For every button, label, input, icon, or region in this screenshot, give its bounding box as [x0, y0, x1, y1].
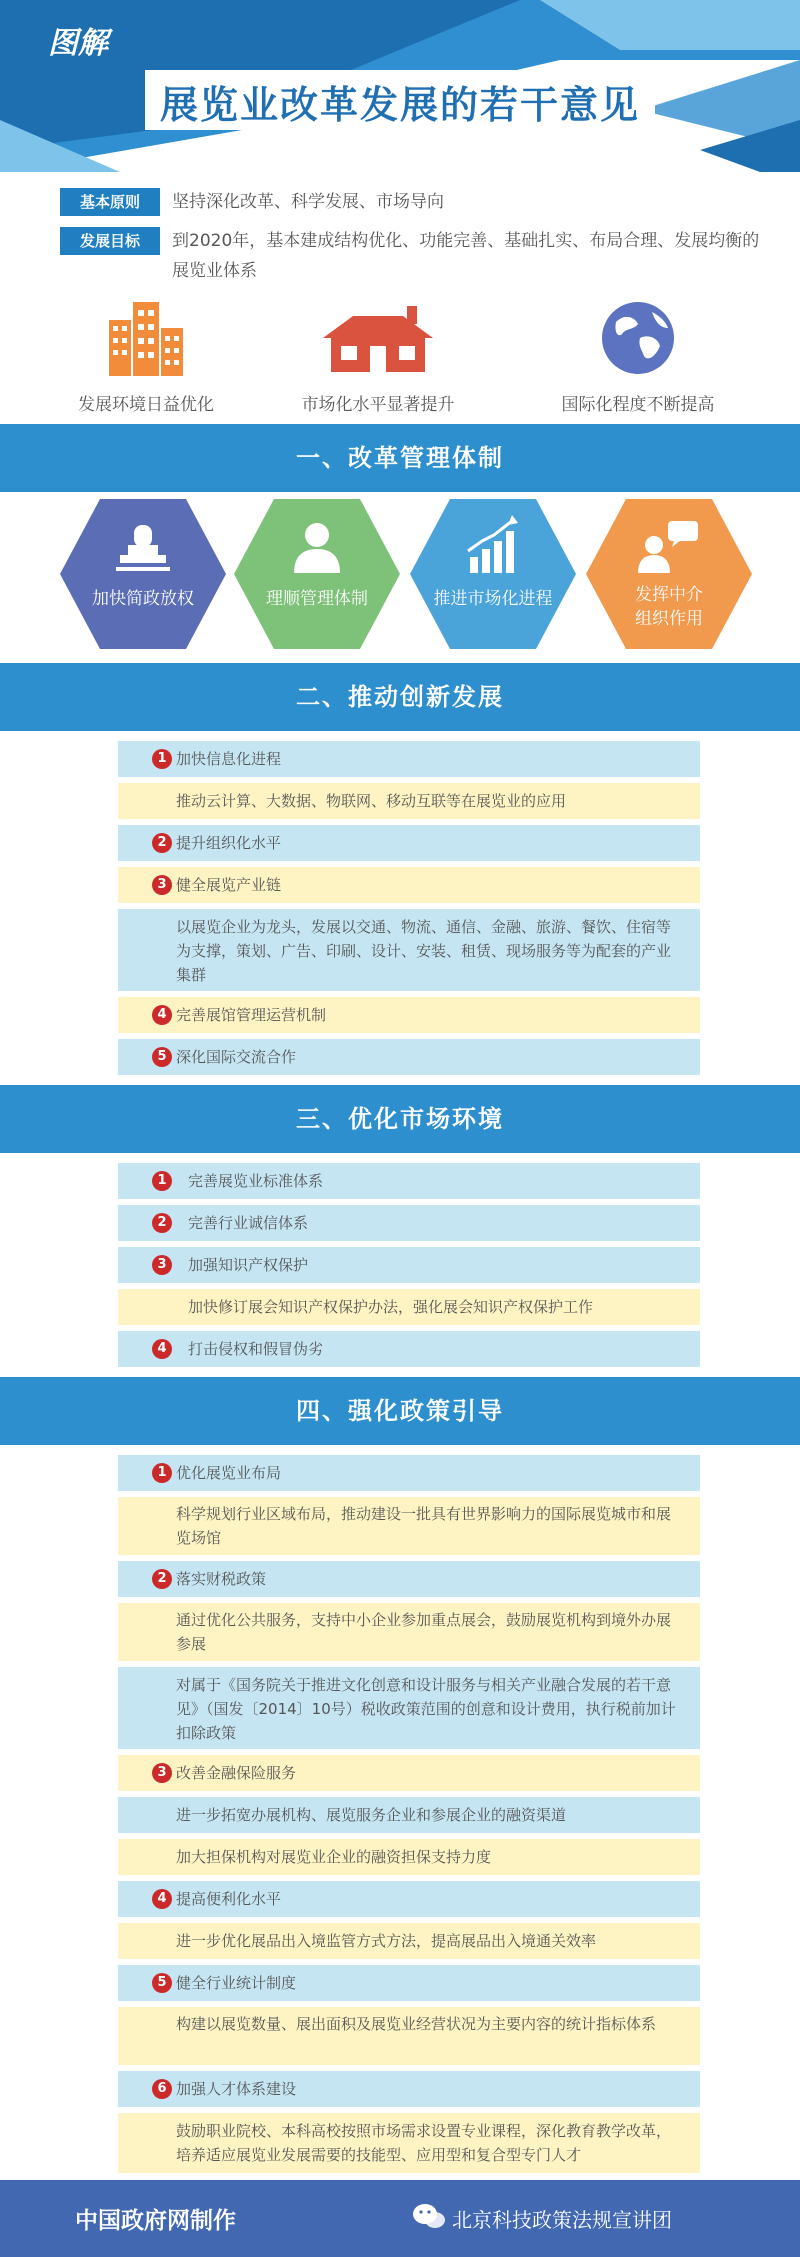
- item-text: 深化国际交流合作: [176, 1048, 297, 1066]
- stamp-icon: [58, 497, 228, 651]
- hex-intermediary: [584, 497, 754, 651]
- list-item: [118, 1965, 700, 2001]
- hex-label-line: 组织作用: [635, 609, 703, 629]
- buildings-icon: [101, 298, 191, 378]
- item-text: 鼓励职业院校、本科高校按照市场需求设置专业课程，深化教育教学改革，培养适应展览业发展需要的技能型、应用型和复合型专门人才: [176, 2122, 672, 2164]
- item-number: 2: [152, 833, 172, 853]
- item-text: 加快修订展会知识产权保护办法，强化展会知识产权保护工作: [188, 1298, 594, 1316]
- item-number: 3: [152, 1763, 172, 1783]
- item-number: 3: [152, 875, 172, 895]
- item-text: 落实财税政策: [176, 1570, 267, 1588]
- item-number: 1: [152, 749, 172, 769]
- hex-label: 加快简政放权: [92, 589, 194, 609]
- hex-label-line: 发挥中介: [635, 585, 703, 605]
- list-item: [118, 2113, 700, 2173]
- item-number: 5: [152, 1047, 172, 1067]
- item-number: 2: [152, 1569, 172, 1589]
- item-number: 2: [152, 1213, 172, 1233]
- item-text: 加强知识产权保护: [188, 1256, 309, 1274]
- item-number: 6: [152, 2079, 172, 2099]
- item-text: 推动云计算、大数据、物联网、移动互联等在展览业的应用: [176, 792, 567, 810]
- list-item: [118, 741, 700, 777]
- hex-marketization: [408, 497, 578, 651]
- hex-label: 理顺管理体制: [266, 589, 368, 609]
- list-item: [118, 783, 700, 819]
- list-item: [118, 2071, 700, 2107]
- hex-label: [584, 583, 754, 631]
- highlight-market: [268, 298, 488, 415]
- item-number: 4: [152, 1005, 172, 1025]
- footer-credit: 中国政府网制作: [75, 2208, 236, 2234]
- list-item: [118, 1667, 700, 1749]
- item-text: 通过优化公共服务，支持中小企业参加重点展会，鼓励展览机构到境外办展参展: [176, 1611, 672, 1653]
- item-text: 以展览企业为龙头，发展以交通、物流、通信、金融、旅游、餐饮、住宿等为支撑，策划、广告、印刷、设计、安装、租赁、现场服务等为配套的产业集群: [176, 918, 672, 984]
- hex-decentralize: [58, 497, 228, 651]
- item-text: 科学规划行业区域布局，推动建设一批具有世界影响力的国际展览城市和展览场馆: [176, 1505, 672, 1547]
- list-item: [118, 867, 700, 903]
- list-item: [118, 1561, 700, 1597]
- item-text: 构建以展览数量、展出面积及展览业经营状况为主要内容的统计指标体系: [176, 2015, 657, 2033]
- wechat-icon: [412, 2202, 446, 2232]
- hex-label: 推进市场化进程: [433, 589, 553, 609]
- item-number: 1: [152, 1463, 172, 1483]
- highlight-label: 发展环境日益优化: [78, 395, 214, 415]
- goal-text: 到2020年，基本建成结构优化、功能完善、基础扎实、布局合理、发展均衡的展览业体系: [172, 231, 760, 281]
- item-text: 加快信息化进程: [176, 750, 282, 768]
- item-text: 进一步拓宽办展机构、展览服务企业和参展企业的融资渠道: [176, 1806, 567, 1824]
- list-item: [118, 1797, 700, 1833]
- item-text: 完善展览业标准体系: [188, 1172, 324, 1190]
- item-text: 对属于《国务院关于推进文化创意和设计服务与相关产业融合发展的若干意见》（国发〔2014〕10号）税收政策范围的创意和设计费用，执行税前加计扣除政策: [176, 1676, 676, 1742]
- item-text: 完善行业诚信体系: [188, 1214, 309, 1232]
- item-text: 提升组织化水平: [176, 834, 282, 852]
- item-text: 改善金融保险服务: [176, 1764, 297, 1782]
- list-item: [118, 1247, 700, 1283]
- item-text: 打击侵权和假冒伪劣: [188, 1340, 324, 1358]
- list-item: [118, 1839, 700, 1875]
- list-item: [118, 2007, 700, 2065]
- footer-watermark: 北京科技政策法规宣讲团: [452, 2208, 672, 2232]
- highlight-international: [528, 298, 748, 415]
- list-item: [118, 1163, 700, 1199]
- goal-badge: 发展目标: [60, 227, 160, 255]
- item-text: 进一步优化展品出入境监管方式方法，提高展品出入境通关效率: [176, 1932, 597, 1950]
- principle-badge: 基本原则: [60, 188, 160, 216]
- item-text: 优化展览业布局: [176, 1464, 282, 1482]
- highlight-environment: [36, 298, 256, 415]
- list-item: [118, 1289, 700, 1325]
- hex-management: [232, 497, 402, 651]
- item-text: 健全展览产业链: [176, 876, 282, 894]
- header-banner: [0, 0, 800, 172]
- highlight-label: 国际化程度不断提高: [561, 395, 715, 415]
- section-title-3: 三、优化市场环境: [0, 1085, 800, 1153]
- section-title-4: 四、强化政策引导: [0, 1377, 800, 1445]
- item-number: 4: [152, 1889, 172, 1909]
- item-text: 加强人才体系建设: [176, 2080, 297, 2098]
- list-item: [118, 909, 700, 991]
- list-item: [118, 1755, 700, 1791]
- globe-icon: [598, 298, 678, 378]
- list-item: [118, 1881, 700, 1917]
- item-number: 4: [152, 1339, 172, 1359]
- section-title-2: 二、推动创新发展: [0, 663, 800, 731]
- item-text: 健全行业统计制度: [176, 1974, 297, 1992]
- item-text: 完善展馆管理运营机制: [176, 1006, 327, 1024]
- growth-chart-icon: [408, 497, 578, 651]
- item-number: 5: [152, 1973, 172, 1993]
- principle-text: 坚持深化改革、科学发展、市场导向: [172, 192, 444, 212]
- list-item: [118, 997, 700, 1033]
- highlight-label: 市场化水平显著提升: [301, 395, 455, 415]
- list-item: [118, 1455, 700, 1491]
- section-title-1: 一、改革管理体制: [0, 424, 800, 492]
- item-text: 提高便利化水平: [176, 1890, 282, 1908]
- section-tag: 图解: [48, 26, 108, 61]
- item-text: 加大担保机构对展览业企业的融资担保支持力度: [176, 1848, 492, 1866]
- footer: [0, 2180, 800, 2257]
- house-icon: [313, 298, 443, 378]
- list-item: [118, 1603, 700, 1661]
- list-item: [118, 825, 700, 861]
- list-item: [118, 1923, 700, 1959]
- person-icon: [232, 497, 402, 651]
- list-item: [118, 1497, 700, 1555]
- list-item: [118, 1039, 700, 1075]
- list-item: [118, 1331, 700, 1367]
- page-title: 展览业改革发展的若干意见: [159, 83, 640, 127]
- item-number: 3: [152, 1255, 172, 1275]
- item-number: 1: [152, 1171, 172, 1191]
- list-item: [118, 1205, 700, 1241]
